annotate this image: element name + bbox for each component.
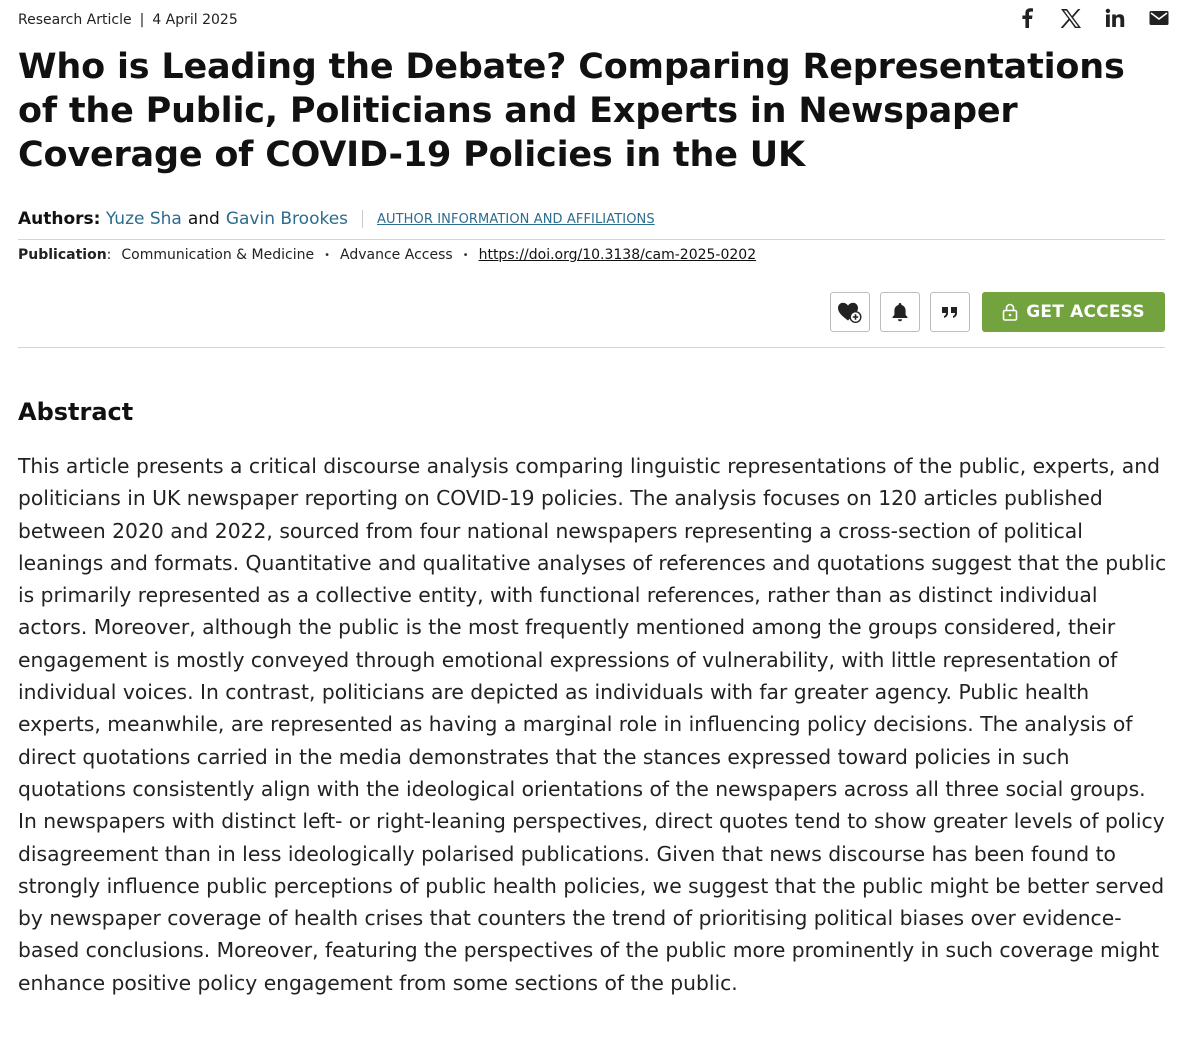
author-affiliations-link[interactable]: AUTHOR INFORMATION AND AFFILIATIONS [377, 211, 655, 227]
cite-button[interactable] [930, 292, 970, 332]
heart-plus-icon [837, 300, 863, 324]
add-favorite-button[interactable] [830, 292, 870, 332]
authors-conjunction: and [187, 209, 220, 229]
section-divider [18, 347, 1165, 348]
publication-colon: : [106, 247, 112, 263]
authors-line [18, 209, 1165, 240]
article-meta [18, 12, 238, 28]
journal-name: Communication & Medicine [121, 247, 315, 263]
article-toolbar [830, 292, 1165, 332]
meta-separator: | [139, 12, 145, 28]
bullet-separator: • [462, 249, 469, 261]
publication-label-group [18, 247, 111, 263]
get-access-label: GET ACCESS [1026, 302, 1145, 322]
facebook-icon[interactable] [1015, 6, 1039, 30]
publication-date: 4 April 2025 [152, 12, 238, 28]
lock-icon [1002, 303, 1018, 321]
linkedin-icon[interactable] [1103, 6, 1127, 30]
doi-link[interactable]: https://doi.org/10.3138/cam-2025-0202 [478, 247, 757, 263]
get-access-button[interactable] [982, 292, 1165, 332]
publication-line [18, 247, 756, 263]
author-link-sha[interactable]: Yuze Sha [105, 209, 182, 229]
author-link-brookes[interactable]: Gavin Brookes [225, 209, 349, 229]
bell-icon [891, 302, 909, 322]
alert-button[interactable] [880, 292, 920, 332]
abstract-text: This article presents a critical discourse analysis comparing linguistic representations of the public, experts, and politicians in UK newspaper reporting on COVID-19 policies. The analysis focuses on 120 articles published between 2020 and 2022, sourced from four national newspapers representing a cross-section of political leanings and formats. Quantitative and qualitative analyses of references and quotations suggest that the public is primarily represented as a collective entity, with functional references, rather than as distinct individual actors. Moreover, although the public is the most frequently mentioned among the groups considered, their engagement is mostly conveyed through emotional expressions of vulnerability, with little representation of individual voices. In contrast, politicians are depicted as individuals with far greater agency. Public health experts, meanwhile, are represented as having a marginal role in influencing policy decisions. The analysis of direct quotations carried in the media demonstrates that the stances expressed toward policies in such quotations consistently align with the ideological orientations of the newspapers across all three social groups. In newspapers with distinct left- or right-leaning perspectives, direct quotes tend to show greater levels of policy disagreement than in less ideologically polarised publications. Given that news discourse has been found to strongly influence public perceptions of public health policies, we suggest that the public might be better served by newspaper coverage of health crises that counters the trend of prioritising political biases over evidence-based conclusions. Moreover, featuring the perspectives of the public more prominently in such coverage might enhance positive policy engagement from some sections of the public. [18, 454, 1167, 995]
share-bar [1015, 6, 1171, 30]
x-icon[interactable] [1059, 6, 1083, 30]
email-icon[interactable] [1147, 6, 1171, 30]
article-type: Research Article [18, 12, 132, 28]
quote-icon [941, 305, 959, 319]
abstract-heading: Abstract [18, 398, 134, 426]
bullet-separator: • [324, 249, 331, 261]
publication-label: Publication [18, 247, 107, 263]
authors-divider [362, 210, 363, 228]
authors-label: Authors: [18, 209, 101, 229]
access-status: Advance Access [340, 247, 453, 263]
article-title: Who is Leading the Debate? Comparing Representations of the Public, Politicians and Experts in Newspaper Coverage of COVID-19 Policies in the UK [18, 47, 1125, 175]
